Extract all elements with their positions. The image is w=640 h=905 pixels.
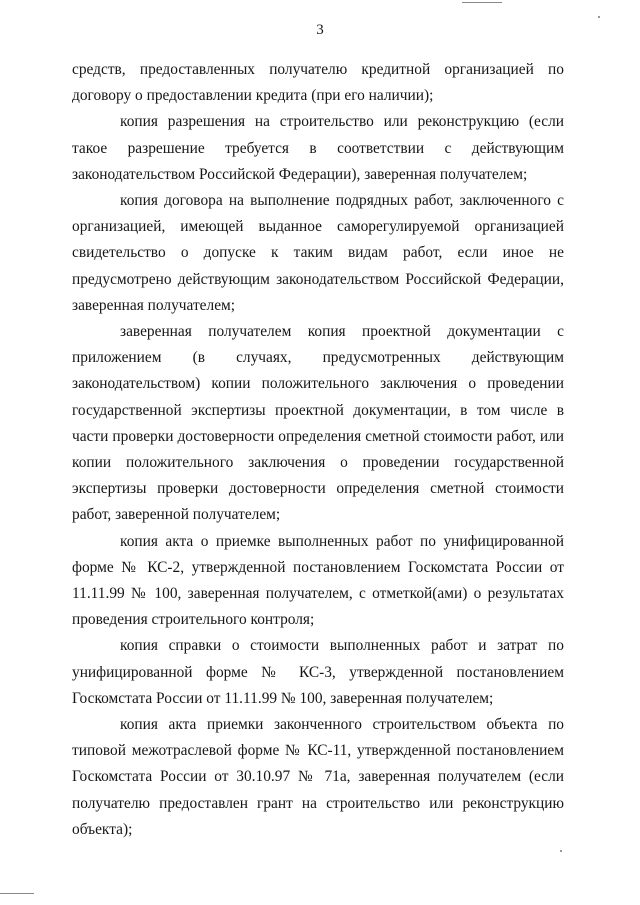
scan-dot-bottom-right [560,850,562,852]
paragraph-ks3-certificate: копия справки о стоимости выполненных работ и затрат по унифицированной форме № КС-3, утвержденной постановлением Госкомстата России от 11.11.99 № 100, заверенная получателем; [72,637,564,707]
paragraph-project-documentation: заверенная получателем копия проектной документации с приложением (в случаях, предусмотренных действующим законодательством) копии положительного заключения о проведении государственной экспертизы проектной документации, в том числе в части проверки достоверности определения сметной стоимости работ, или копии положительного заключения о проведении государственной экспертизы проверки достоверности определения сметной стоимости работ, заверенной получателем; [72,323,564,524]
page-number: 3 [316,22,324,38]
scan-dot-top-right [598,16,600,18]
paragraph-credit-agreement: средств, предоставленных получателю кредитной организацией по договору о предоставлении кредита (при его наличии); [72,61,564,105]
scan-mark-bottom-left [0,893,34,894]
paragraph-ks11-act: копия акта приемки законченного строительством объекта по типовой межотраслевой форме № КС-11, утвержденной постановлением Госкомстата России от 30.10.97 № 71а, заверенная получателем (если получателю предоставлен грант на строительство или реконструкцию объекта); [72,716,564,838]
document-body [72,57,564,843]
paragraph-ks2-act: копия акта о приемке выполненных работ по унифицированной форме № КС-2, утвержденной постановлением Госкомстата России от 11.11.99 № 100, заверенная получателем, с отметкой(ами) о результатах проведения строительного контроля; [72,532,564,629]
paragraph-construction-permit: копия разрешения на строительство или реконструкцию (если такое разрешение требуется в соответствии с действующим законодательством Российской Федерации), заверенная получателем; [72,113,564,183]
paragraph-contractor-agreement: копия договора на выполнение подрядных работ, заключенного с организацией, имеющей выданное саморегулируемой организацией свидетельство о допуске к таким видам работ, если иное не предусмотрено действующим законодательством Российской Федерации, заверенная получателем; [72,192,564,314]
scan-mark-top-right [462,2,502,3]
